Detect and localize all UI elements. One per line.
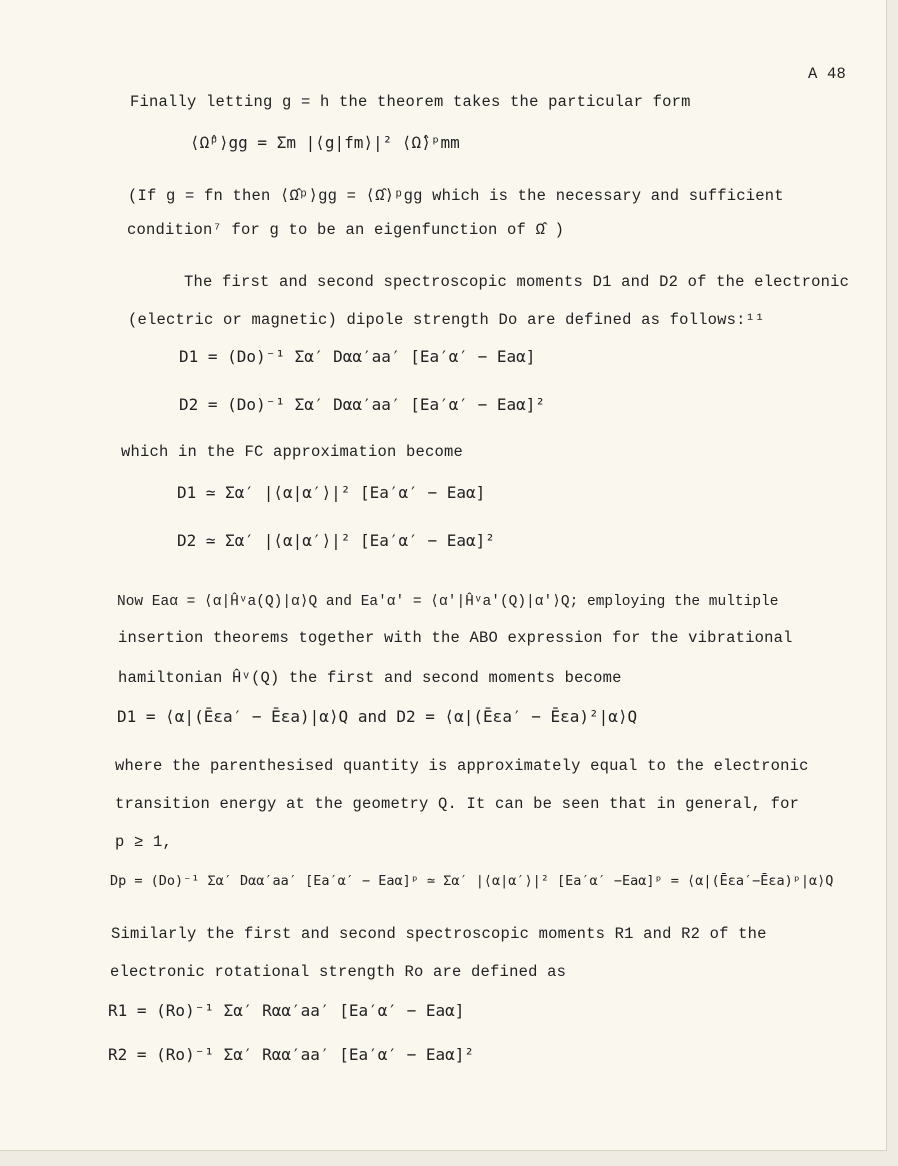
equation-r2-definition: R2 = (Ro)⁻¹ Σα′ Rαα′aa′ [Ea′α′ − Eaα]² <box>108 1045 475 1064</box>
equation-d2-definition: D2 = (Do)⁻¹ Σα′ Dαα′aa′ [Ea′α′ − Eaα]² <box>179 395 546 414</box>
equation-d1-definition: D1 = (Do)⁻¹ Σα′ Dαα′aa′ [Ea′α′ − Eaα] <box>179 347 536 366</box>
text-line: insertion theorems together with the ABO expression for the vibrational <box>118 629 793 647</box>
text-line: Now Eaα = ⟨α|Ĥᵛa(Q)|α⟩Q and Ea′α′ = ⟨α′|Ĥᵛa′(Q)|α′⟩Q; employing the multiple <box>117 594 779 610</box>
equation-moments: D1 = ⟨α|(Ēεa′ − Ēεa)|α⟩Q and D2 = ⟨α|(Ēεa′ − Ēεa)²|α⟩Q <box>117 707 638 726</box>
text-line: The first and second spectroscopic moments D1 and D2 of the electronic <box>184 273 850 291</box>
text-line: which in the FC approximation become <box>121 443 464 461</box>
equation-r1-definition: R1 = (Ro)⁻¹ Σα′ Rαα′aa′ [Ea′α′ − Eaα] <box>108 1001 465 1020</box>
text-line: (If g = fn then ⟨Ω̂ᵖ⟩gg = ⟨Ω̂⟩ᵖgg which is the necessary and sufficient <box>128 187 784 205</box>
page-number: A 48 <box>808 65 847 83</box>
text-line: p ≥ 1, <box>115 833 173 851</box>
equation-dp-general: Dp = (Do)⁻¹ Σα′ Dαα′aa′ [Ea′α′ − Eaα]ᵖ ≃ Σα′ |⟨α|α′⟩|² [Ea′α′ −Eaα]ᵖ = ⟨α|(Ēεa′−Ēεa)ᵖ|α⟩Q <box>110 873 834 889</box>
text-line: where the parenthesised quantity is approximately equal to the electronic <box>115 757 809 775</box>
equation-theorem: ⟨Ω̂ᵖ⟩gg = Σm |⟨g|fm⟩|² ⟨Ω̂⟩ᵖmm <box>190 133 460 152</box>
text-line: Finally letting g = h the theorem takes the particular form <box>130 93 691 111</box>
text-line: hamiltonian Ĥᵛ(Q) the first and second moments become <box>118 669 622 687</box>
equation-d1-fc: D1 ≃ Σα′ |⟨α|α′⟩|² [Ea′α′ − Eaα] <box>177 483 486 502</box>
equation-d2-fc: D2 ≃ Σα′ |⟨α|α′⟩|² [Ea′α′ − Eaα]² <box>177 531 495 550</box>
text-line: condition⁷ for g to be an eigenfunction of Ω̂ ) <box>127 221 565 239</box>
text-line: (electric or magnetic) dipole strength Do are defined as follows:¹¹ <box>128 311 765 329</box>
text-line: electronic rotational strength Ro are defined as <box>110 963 567 981</box>
text-line: transition energy at the geometry Q. It can be seen that in general, for <box>115 795 800 813</box>
text-line: Similarly the first and second spectroscopic moments R1 and R2 of the <box>111 925 767 943</box>
